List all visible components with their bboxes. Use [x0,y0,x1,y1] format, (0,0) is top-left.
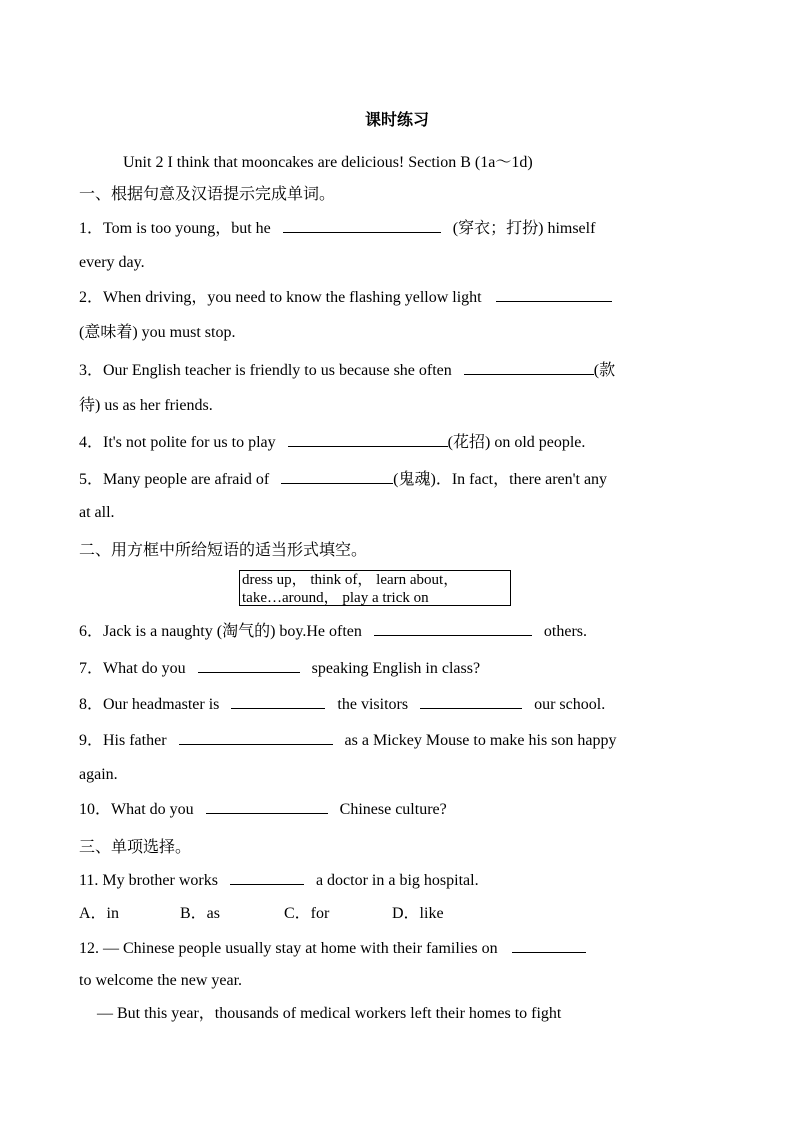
answer-blank-12[interactable] [512,938,586,953]
question-11-option-c[interactable]: C．for [284,905,330,922]
question-4-line1 [79,432,585,453]
question-3-text: 3．Our English teacher is friendly to us because she often [79,362,452,379]
question-8-line1 [79,694,605,715]
answer-blank-6[interactable] [374,621,532,636]
question-12-text: 12. — Chinese people usually stay at home with their families on [79,940,498,957]
answer-blank-5[interactable] [281,469,393,484]
page-subtitle: Unit 2 I think that mooncakes are delicious! Section B (1a～1d) [123,154,533,171]
answer-blank-8b[interactable] [420,694,522,709]
answer-blank-4[interactable] [288,432,448,447]
answer-blank-8a[interactable] [231,694,325,709]
section3-heading: 三、单项选择。 [79,837,192,856]
question-10-tail: Chinese culture? [339,801,447,818]
question-2-line1 [79,287,612,308]
question-1-hint: (穿衣；打扮) himself [452,220,596,237]
answer-blank-1[interactable] [283,218,441,233]
question-7-tail: speaking English in class? [311,660,481,677]
answer-blank-11[interactable] [230,870,304,885]
question-10-line1 [79,799,447,820]
phrase-box-line1: dress up， think of， learn about， [242,572,459,588]
question-2-text: 2．When driving，you need to know the flashing yellow light [79,289,482,306]
question-5-hint: (鬼魂)．In fact，there aren't any [393,471,608,488]
question-12-line1 [79,938,586,959]
question-10-text: 10．What do you [79,801,194,818]
answer-blank-7[interactable] [198,658,300,673]
question-6-text: 6．Jack is a naughty (淘气的) boy.He often [79,623,362,640]
question-3-line2: 待) us as her friends. [79,397,213,414]
question-5-text: 5．Many people are afraid of [79,471,270,488]
question-12-line3: — But this year，thousands of medical workers left their homes to fight [97,1005,562,1022]
question-5-line1 [79,469,607,490]
question-7-text: 7．What do you [79,660,186,677]
question-11-option-b[interactable]: B．as [180,905,221,922]
question-7-line1 [79,658,480,679]
question-11-line1 [79,870,479,891]
question-12-line2: to welcome the new year. [79,972,243,989]
question-9-line1 [79,730,617,751]
question-11-text: 11. My brother works [79,872,218,889]
question-9-text: 9．His father [79,732,167,749]
question-1-line1 [79,218,595,239]
section2-heading: 二、用方框中所给短语的适当形式填空。 [79,540,368,559]
question-4-text: 4．It's not polite for us to play [79,434,276,451]
question-3-line1 [79,360,615,381]
question-6-line1 [79,621,587,642]
question-5-line2: at all. [79,504,115,521]
section1-heading: 一、根据句意及汉语提示完成单词。 [79,184,336,203]
answer-blank-3[interactable] [464,360,594,375]
question-11-option-d[interactable]: D．like [392,905,444,922]
answer-blank-2[interactable] [496,287,612,302]
question-1-text: 1．Tom is too young，but he [79,220,271,237]
question-11-option-a[interactable]: A．in [79,905,120,922]
question-2-line2: (意味着) you must stop. [79,324,236,341]
question-3-hint: (款 [593,362,616,379]
question-6-tail: others. [543,623,588,640]
phrase-box [239,570,511,606]
question-1-line2: every day. [79,254,145,271]
question-8-mid: the visitors [337,696,409,713]
phrase-box-line2: take…around， play a trick on [242,590,429,606]
page-title: 课时练习 [364,110,429,129]
question-9-tail: as a Mickey Mouse to make his son happy [344,732,617,749]
question-9-line2: again. [79,766,118,783]
answer-blank-10[interactable] [206,799,328,814]
question-8-tail: our school. [534,696,606,713]
answer-blank-9[interactable] [179,730,333,745]
question-8-text: 8．Our headmaster is [79,696,220,713]
question-4-hint: (花招) on old people. [447,434,586,451]
question-11-tail: a doctor in a big hospital. [315,872,479,889]
